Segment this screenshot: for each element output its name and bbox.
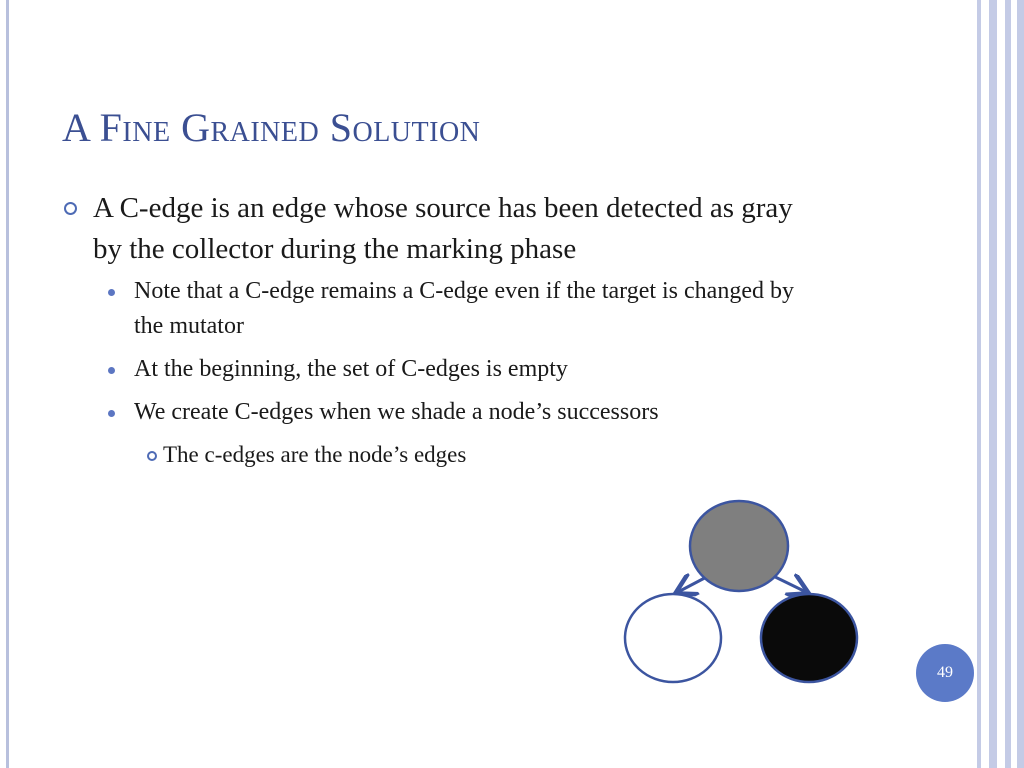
right-stripe-4	[1017, 0, 1024, 768]
ring-bullet-icon	[147, 451, 157, 461]
sub-sub-bullet	[62, 438, 822, 471]
right-stripe-3	[1005, 0, 1011, 768]
page-number-badge: 49	[916, 644, 974, 702]
gray-node	[690, 501, 788, 591]
sub-bullet	[62, 395, 822, 430]
bullet-level1	[62, 188, 822, 270]
white-node	[625, 594, 721, 682]
dot-bullet-icon	[108, 410, 115, 417]
tricolor-graph-diagram	[620, 498, 865, 688]
sub-bullet-text: At the beginning, the set of C-edges is empty	[134, 356, 568, 382]
left-border-rule	[6, 0, 9, 768]
right-stripe-1	[977, 0, 981, 768]
slide-title: A Fine Grained Solution	[62, 105, 481, 150]
sub-bullet-text: Note that a C-edge remains a C-edge even if the target is changed by the mutator	[134, 278, 794, 339]
ring-bullet-icon	[64, 202, 77, 215]
dot-bullet-icon	[108, 289, 115, 296]
sub-bullet	[62, 274, 822, 344]
sub-sub-bullet-text: The c-edges are the node’s edges	[163, 442, 467, 467]
dot-bullet-icon	[108, 367, 115, 374]
bullet-list	[62, 188, 822, 471]
right-stripe-2	[989, 0, 997, 768]
bullet-text: A C-edge is an edge whose source has been detected as gray by the collector during the marking phase	[93, 192, 793, 265]
sub-bullet	[62, 352, 822, 387]
black-node	[761, 594, 857, 682]
sub-bullet-text: We create C-edges when we shade a node’s successors	[134, 399, 659, 425]
